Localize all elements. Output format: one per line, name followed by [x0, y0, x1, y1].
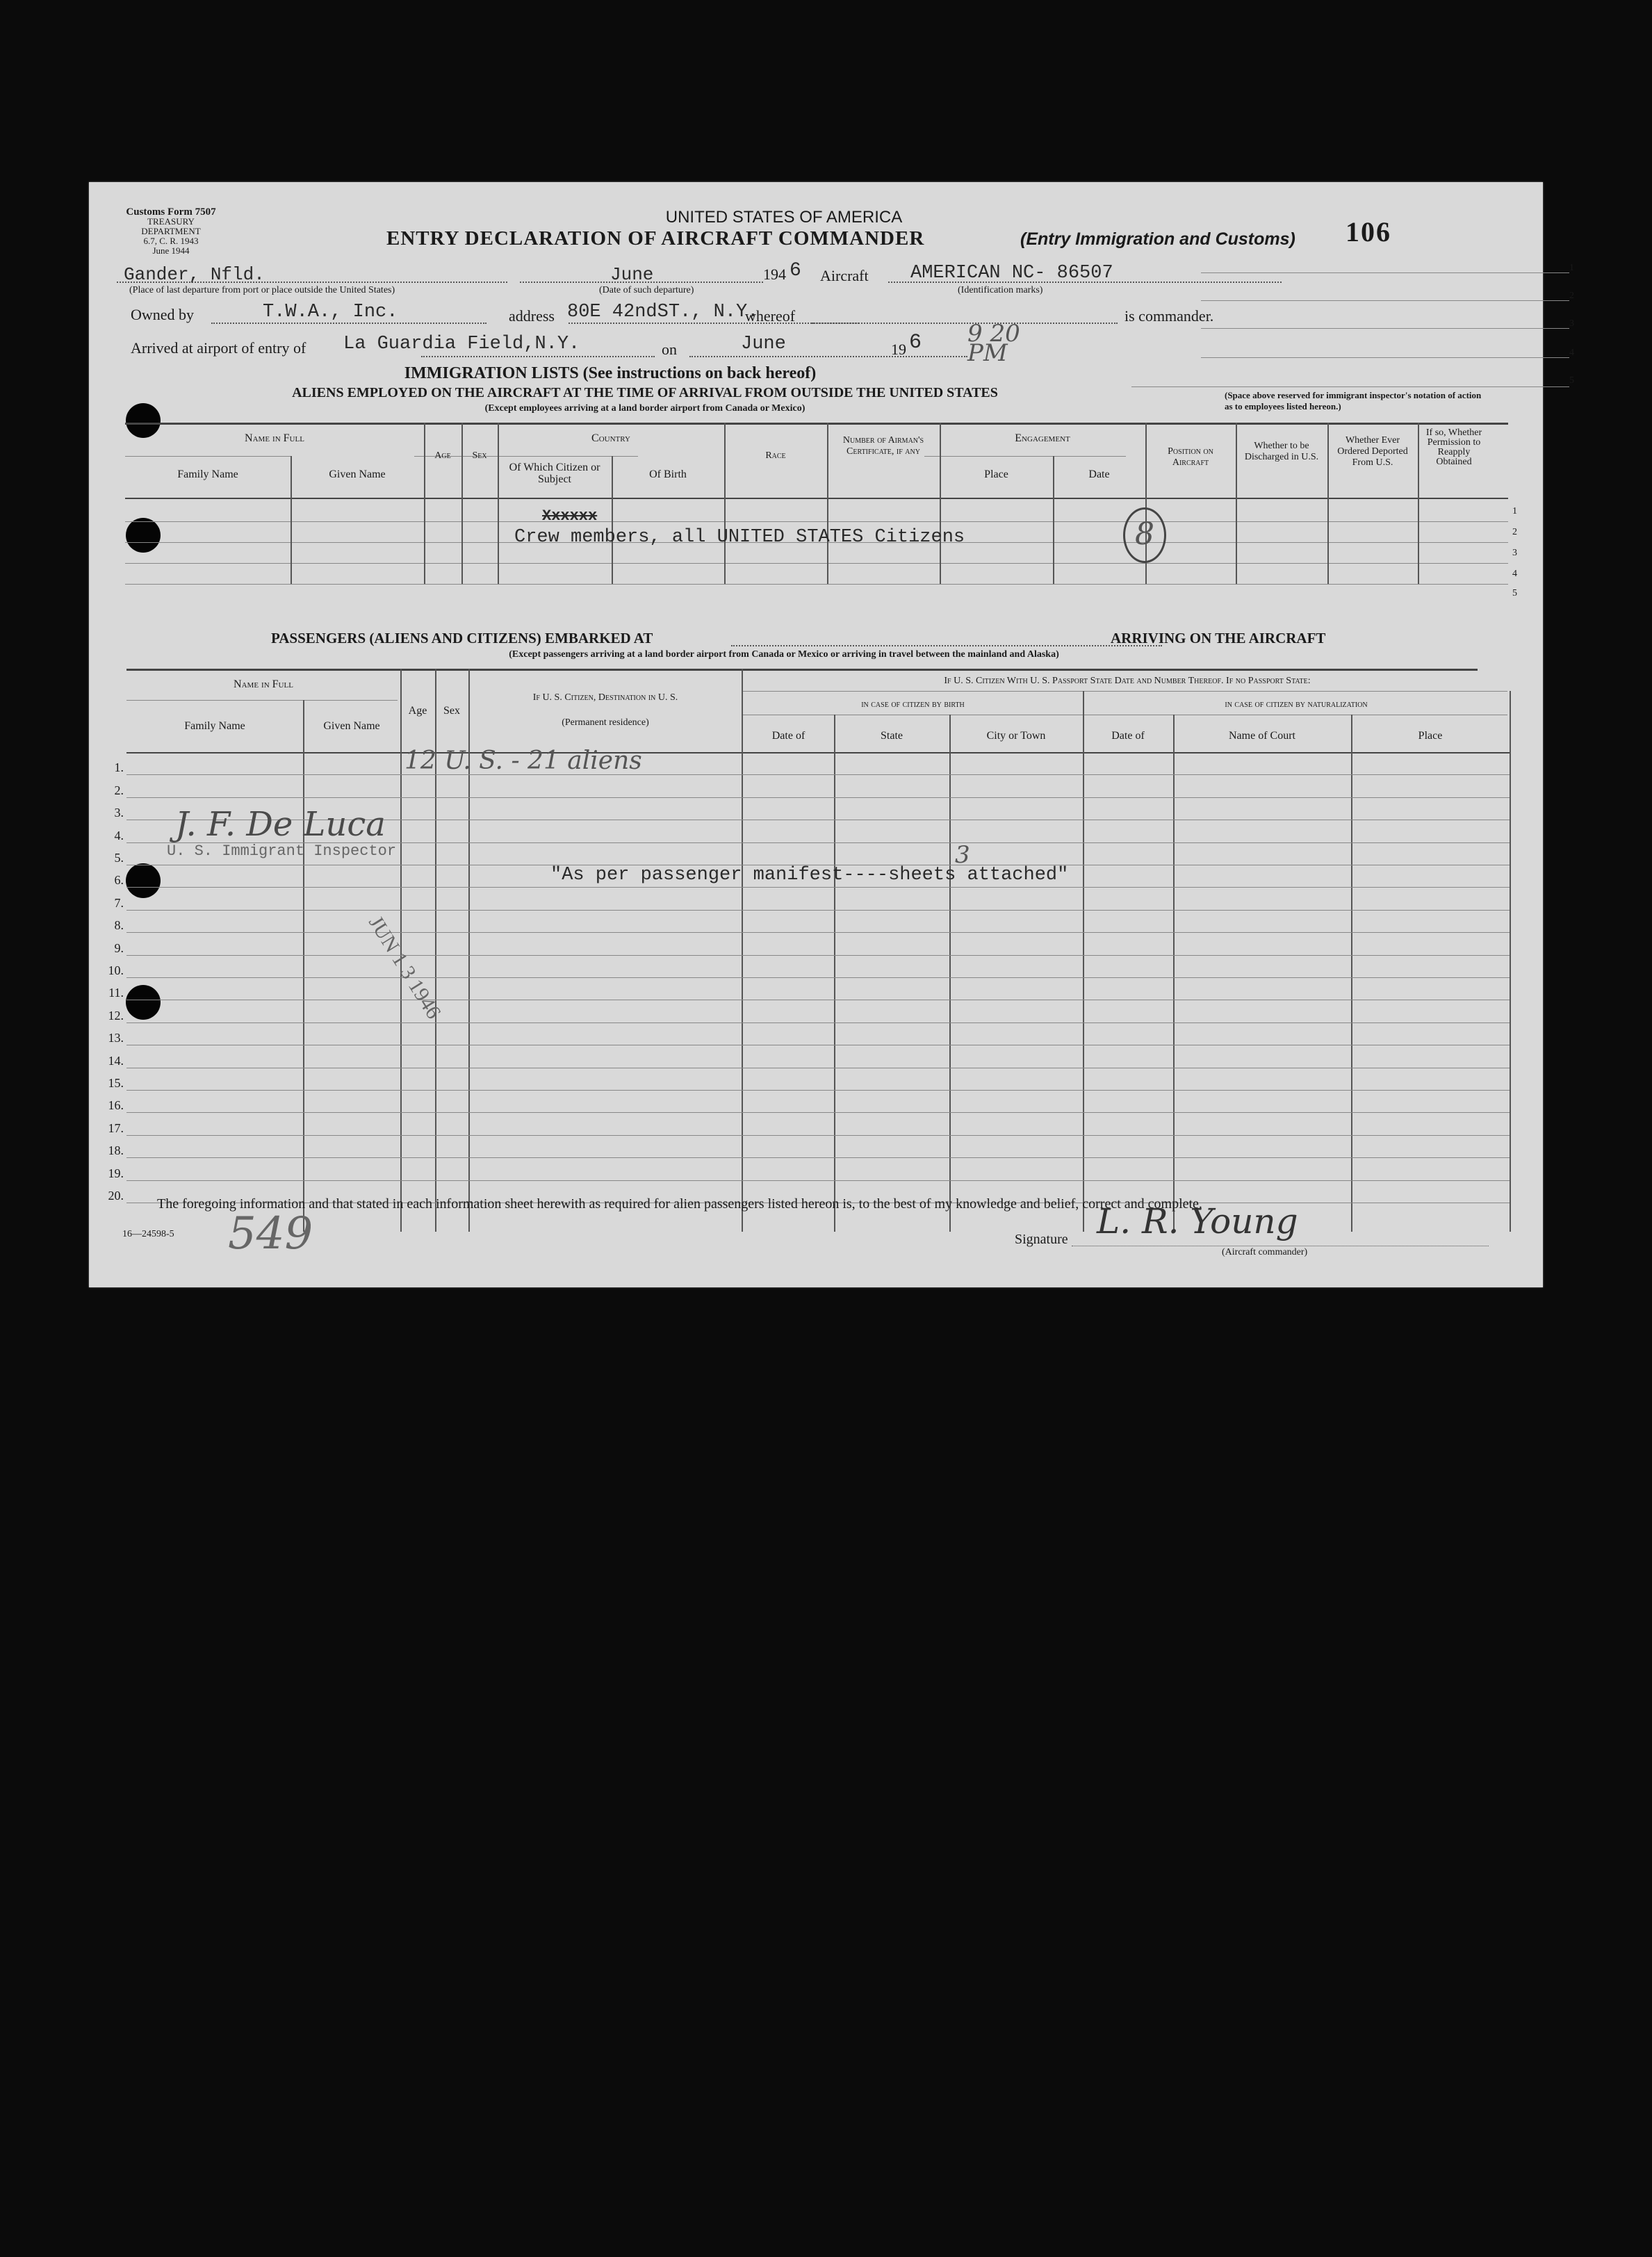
signature-label: Signature — [1015, 1232, 1068, 1247]
table-row-line — [126, 932, 1510, 933]
commander-signature: L. R. Young — [1097, 1201, 1298, 1241]
row-number: 11. — [108, 986, 124, 1000]
form-number: Customs Form 7507 — [126, 206, 216, 218]
col-name-of-court: Name of Court — [1229, 730, 1295, 742]
immigration-subtitle: ALIENS EMPLOYED ON THE AIRCRAFT AT THE TIME OF ARRIVAL FROM OUTSIDE THE UNITED STATES — [292, 385, 998, 400]
arrival-time: 9 20 PM — [967, 320, 1020, 367]
col-residence: (Permanent residence) — [562, 717, 649, 728]
manifest-sheets: 3 — [955, 841, 970, 869]
row-number: 3. — [114, 806, 124, 820]
table-row-line — [126, 1090, 1510, 1091]
col-age: Age — [408, 705, 427, 717]
row-number: 6. — [114, 873, 124, 888]
col-age: Age — [434, 450, 451, 461]
col-name-in-full: Name in Full — [245, 432, 304, 444]
col-place: Place — [1418, 730, 1443, 742]
col-by-birth: in case of citizen by birth — [861, 699, 965, 710]
table-row-line — [126, 977, 1510, 978]
passengers-title: PASSENGERS (ALIENS AND CITIZENS) EMBARKED AT — [271, 630, 653, 646]
row-number: 14. — [108, 1053, 124, 1068]
signature-caption: (Aircraft commander) — [1222, 1247, 1308, 1257]
col-passport: If U. S. Citizen With U. S. Passport State Date and Number Thereof. If no Passport State: — [944, 676, 1311, 686]
aircraft-id-caption: (Identification marks) — [958, 285, 1043, 295]
arrival-date: June — [741, 334, 786, 355]
immigration-note: (Except employees arriving at a land border airport from Canada or Mexico) — [484, 403, 805, 414]
crew-count: 8 — [1123, 507, 1166, 563]
certification-statement: The foregoing information and that stated in each information sheet herewith as required for alien passengers listed hereon is, to the best of my knowledge and belief, correct and complete. — [157, 1196, 1202, 1212]
table-row-line — [126, 887, 1510, 888]
form-number-block — [122, 207, 220, 256]
col-race: Race — [765, 450, 786, 461]
departure-place: Gander, Nfld. — [124, 264, 265, 285]
margin-number: 1 — [1569, 263, 1574, 273]
commander-label: is commander. — [1124, 307, 1214, 325]
col-airman-cert: Number of Airman's Certificate, if any — [842, 435, 924, 457]
table-row-line — [126, 774, 1510, 775]
arrival-year-digit: 6 — [909, 331, 922, 355]
regulation: 6.7, C. R. 1943 — [143, 236, 199, 246]
row-number: 13. — [108, 1031, 124, 1045]
owner-address: 80E 42ndST., N.Y. — [567, 302, 759, 323]
passengers-table — [108, 669, 1510, 1232]
col-citizen-of: Of Which Citizen or Subject — [509, 462, 600, 485]
row-number: 4. — [114, 828, 124, 842]
inspector-note: (Space above reserved for immigrant inspector's notation of action as to employees listed hereon.) — [1225, 390, 1482, 412]
col-city: City or Town — [986, 730, 1046, 742]
col-discharged: Whether to be Discharged in U.S. — [1244, 441, 1319, 462]
row-number: 2. — [114, 783, 124, 797]
arrival-on-label: on — [662, 341, 677, 358]
declaration-form — [89, 182, 1574, 1287]
row-number: 16. — [108, 1098, 124, 1113]
arrival-year-prefix: 19 — [891, 341, 906, 358]
col-name-in-full: Name in Full — [234, 678, 293, 690]
col-destination: If U. S. Citizen, Destination in U. S. — [532, 692, 678, 703]
manifest-note: "As per passenger manifest----sheets attached" — [550, 865, 1069, 886]
col-family-name: Family Name — [184, 720, 245, 732]
address-label: address — [509, 307, 555, 325]
col-birth: Of Birth — [649, 468, 687, 480]
col-state: State — [881, 730, 903, 742]
struck-entry: Xxxxxx — [542, 507, 598, 525]
date-stamp: JUN 1 3 1946 — [364, 912, 445, 1023]
row-number: 5 — [1512, 588, 1517, 598]
crew-entry: Crew members, all UNITED STATES Citizens — [514, 527, 965, 548]
row-number: 20. — [108, 1189, 124, 1203]
arrival-label: Arrived at airport of entry of — [131, 339, 306, 357]
margin-number: 3 — [1569, 318, 1574, 329]
row-number: 4 — [1512, 569, 1517, 579]
table-row-line — [126, 910, 1510, 911]
col-date-of: Date of — [771, 730, 805, 742]
row-number: 9. — [114, 940, 124, 955]
print-code: 16—24598-5 — [122, 1229, 174, 1239]
table-row-line — [126, 1022, 1510, 1023]
col-country: Country — [591, 432, 630, 444]
table-row-line — [126, 955, 1510, 956]
department: TREASURY DEPARTMENT — [141, 216, 201, 236]
col-permission: If so, Whether Permission to Reapply Obtained — [1425, 427, 1482, 467]
row-number: 2 — [1512, 527, 1517, 537]
row-number: 19. — [108, 1166, 124, 1180]
col-sex: Sex — [443, 705, 460, 717]
row-number: 1 — [1512, 506, 1517, 516]
departure-place-caption: (Place of last departure from port or place outside the United States) — [129, 285, 395, 295]
col-deported: Whether Ever Ordered Deported From U.S. — [1337, 435, 1408, 468]
inspector-signature: J. F. De Luca — [175, 805, 386, 844]
margin-number: 2 — [1569, 291, 1574, 301]
handwritten-number: 549 — [228, 1208, 313, 1260]
table-row-line — [126, 797, 1510, 798]
departure-year-prefix: 194 — [763, 266, 786, 283]
row-number: 17. — [108, 1121, 124, 1135]
table-row-line — [126, 1135, 1510, 1136]
passengers-title-right: ARRIVING ON THE AIRCRAFT — [1111, 630, 1326, 646]
col-given-name: Given Name — [323, 720, 380, 732]
form-date: June 1944 — [152, 245, 190, 256]
row-number: 18. — [108, 1143, 124, 1158]
departure-date: June — [610, 264, 654, 285]
col-date-of-naturalization: Date of — [1111, 730, 1145, 742]
whereof-label: whereof — [745, 307, 796, 325]
owned-by-label: Owned by — [131, 306, 195, 323]
col-sex: Sex — [472, 450, 487, 461]
col-place: Place — [984, 468, 1008, 480]
col-engagement: Engagement — [1015, 432, 1070, 444]
table-row-line — [126, 1180, 1510, 1181]
passengers-note: (Except passengers arriving at a land border airport from Canada or Mexico or arriving in travel between the mainland and Alaska) — [509, 649, 1059, 660]
row-number: 15. — [108, 1076, 124, 1090]
handwritten-count: 12 U. S. - 21 aliens — [404, 747, 642, 775]
row-number: 10. — [108, 963, 124, 977]
col-date: Date — [1088, 468, 1110, 480]
departure-year-digit: 6 — [790, 260, 801, 282]
row-number: 5. — [114, 851, 124, 865]
margin-number: 5 — [1569, 375, 1574, 386]
form-title: ENTRY DECLARATION OF AIRCRAFT COMMANDER — [386, 227, 925, 250]
aircraft-id: AMERICAN NC- 86507 — [910, 263, 1113, 284]
stamp-number: 106 — [1346, 216, 1391, 247]
row-number: 12. — [108, 1008, 124, 1022]
inspector-title: U. S. Immigrant Inspector — [167, 842, 397, 860]
row-number: 8. — [114, 918, 124, 933]
immigration-table — [125, 423, 1517, 598]
row-number: 3 — [1512, 548, 1517, 558]
col-by-naturalization: in case of citizen by naturalization — [1225, 699, 1368, 710]
immigration-title: IMMIGRATION LISTS (See instructions on back hereof) — [404, 364, 817, 382]
departure-date-caption: (Date of such departure) — [599, 285, 694, 295]
row-number: 1. — [114, 760, 124, 775]
owner-name: T.W.A., Inc. — [263, 302, 398, 323]
table-row-line — [126, 1157, 1510, 1158]
col-family-name: Family Name — [177, 468, 238, 480]
country-heading: UNITED STATES OF AMERICA — [665, 208, 903, 227]
col-position: Position on Aircraft — [1168, 446, 1213, 468]
col-given-name: Given Name — [329, 468, 386, 480]
arrival-airport: La Guardia Field,N.Y. — [343, 334, 580, 355]
aircraft-label: Aircraft — [820, 267, 869, 284]
table-row-line — [126, 1112, 1510, 1113]
form-subtitle: (Entry Immigration and Customs) — [1020, 229, 1295, 249]
margin-number: 4 — [1569, 348, 1574, 358]
row-number: 7. — [114, 895, 124, 910]
